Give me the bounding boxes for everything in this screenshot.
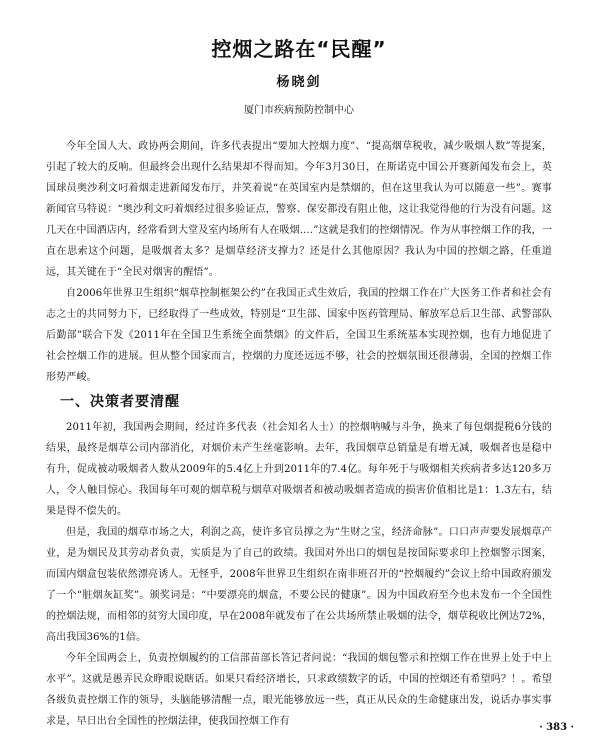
author-name: 杨晓剑 xyxy=(276,75,322,90)
author-affiliation: 厦门市疾病预防控制中心 xyxy=(244,105,354,116)
page-number: · 383 · xyxy=(539,722,574,733)
section-paragraph-1: 2011年初，我国两会期间，经过许多代表（社会知名人士）的控烟呐喊与斗争，换来了每包烟提税6分钱的结果，最终是烟草公司内部消化，对烟价未产生丝毫影响。去年，我国烟草总销量是有增无减，吸烟者也是稳中有升，促成被动吸烟者人数从2009年的5.4亿上升到2011年的7.4亿。每年死于与吸烟相关疾病者多达120多万人，令人触目惊心。我国每年可观的烟草税与烟草对吸烟者和被动吸烟者造成的损害价值相比是1：1.3左右，结果是得不偿失的。 xyxy=(46,422,552,517)
section-paragraph-2: 但是，我国的烟草市场之大，利润之高，使许多官员撑之为“生财之宝，经济命脉”。口口声声要发展烟草产业，是为烟民及其劳动者负责，实质是为了自己的政绩。我国对外出口的烟包是按国际要求印上控烟警示图案，而国内烟盒包装依然漂亮诱人。无怪乎，2008年世界卫生组织在南非班召开的“控烟履约”会议上给中国政府颁发了一个“脏烟灰缸奖”。颁奖词是：“中要漂亮的烟盒，不要公民的健康”。因为中国政府至今也未发布一个全国性的控烟法规，而相邻的贫穷大国印度，早在2008年就发布了在公共场所禁止吸烟的法令，烟草税收比例达72%，高出我国36%的1倍。 xyxy=(46,527,552,643)
intro-paragraph-2: 自2006年世界卫生组织“烟草控制框架公约”在我国正式生效后，我国的控烟工作在广大医务工作者和社会有志之士的共同努力下，已经取得了一些成效，特别是“卫生部、国家中医药管理局、解放军总后卫生部、武警部队后勤部”联合下发《2011年在全国卫生系统全面禁烟》的文件后，全国卫生系统基本实现控烟，也有力地促进了社会控烟工作的进展。但从整个国家而言，控烟的力度还远远不够，社会的控烟氛围还很薄弱，全国的控烟工作形势严峻。 xyxy=(46,288,552,383)
article-title: 控烟之路在“民醒” xyxy=(211,37,387,61)
section-paragraph-3: 今年全国两会上，负责控烟履约的工信部苗部长答记者问说：“我国的烟包警示和控烟工作在世界上处于中上水平”。这就是愚弄民众睁眼说瞎话。如果只看经济增长，只求政绩数字的话，中国的控烟还有希望吗？！。希望各级负责控烟工作的领导，头脑能够清醒一点，眼光能够放远一些，真正从民众的生命健康出发，说话办事实事求是，早日出台全国性的控烟法律，使我国控烟工作有 xyxy=(46,653,552,727)
section-heading: 一、决策者要清醒 xyxy=(60,394,180,410)
article-body xyxy=(46,136,552,732)
intro-paragraph-1: 今年全国人大、政协两会期间，许多代表提出“要加大控烟力度”、“提高烟草税收，减少吸烟人数”等提案，引起了较大的反响。但最终会出现什么结果却不得而知。今年3月30日，在斯诺克中国公开赛新闻发布会上，英国球员奥沙利文叼着烟走进新闻发布厅，并笑着说“在英国室内是禁烟的，但在这里我认为可以随意一些”。赛事新闻官马特说：“奥沙利文叼着烟经过很多验证点，警察、保安都没有阻止他，这让我觉得他的行为没有问题。这几天在中国酒店内，经常看到大堂及室内场所有人在吸烟….”这就是我们的控烟情况。作为从事控烟工作的我，一直在思索这个问题，是吸烟者太多？是烟草经济支撑力？还是什么其他原因？我认为中国的控烟之路，任重道远，其关键在于“全民对烟害的醒悟”。 xyxy=(46,141,552,278)
